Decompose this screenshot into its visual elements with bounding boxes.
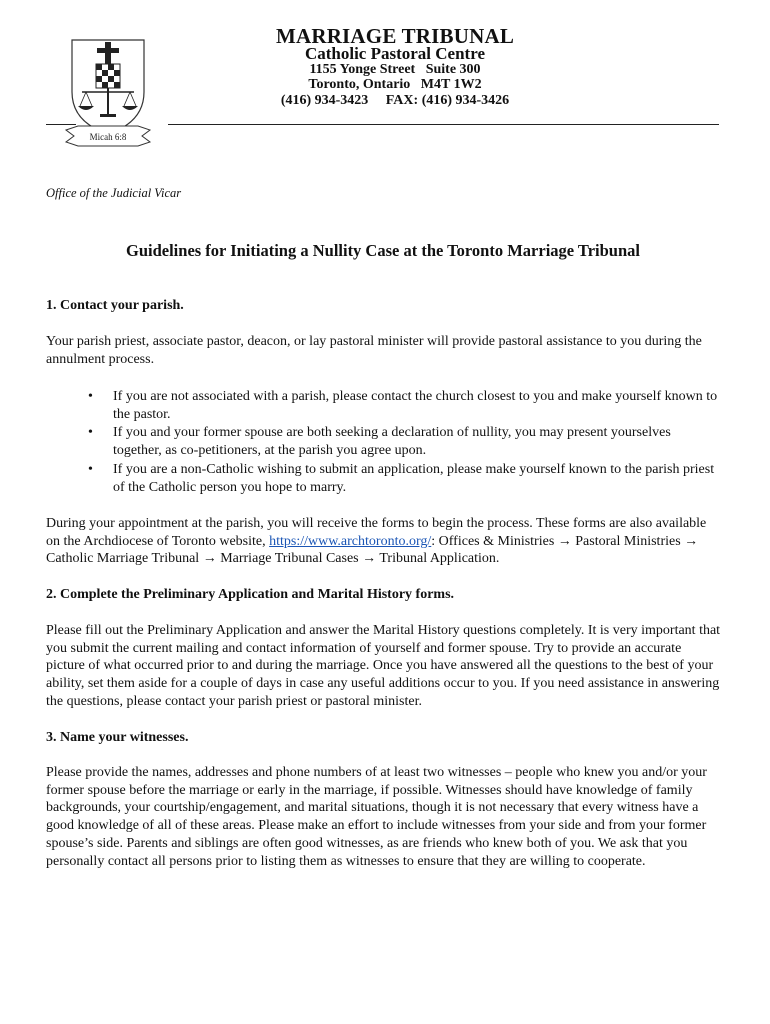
crest-motto: Micah 6:8 (89, 132, 127, 142)
section-2-heading: 2. Complete the Preliminary Application and Marital History forms. (46, 587, 455, 602)
document-title: Guidelines for Initiating a Nullity Case at the Toronto Marriage Tribunal (126, 241, 640, 260)
section-1-forms-paragraph: During your appointment at the parish, you will receive the forms to begin the process. These forms are also available on the Archdiocese of Toronto website, https://www.archtoronto.org/: Offices & Ministries → Pastoral Ministries → Catholic Marriage Tribunal → Marriage Tribunal Cases → Tribunal Application. (46, 516, 707, 567)
section-1-bullet-list (88, 388, 720, 497)
letterhead-phone-fax: (416) 934-3423 FAX: (416) 934-3426 (280, 93, 510, 108)
letterhead-divider-left (46, 124, 76, 125)
section-1-intro: Your parish priest, associate pastor, deacon, or lay pastoral minister will provide pastoral assistance to you during the annulment process. (46, 334, 702, 367)
tribunal-crest-logo (62, 30, 154, 152)
letterhead-address-line2: Toronto, Ontario M4T 1W2 (308, 77, 482, 92)
letterhead-divider-right (168, 124, 719, 125)
list-item: • If you are a non-Catholic wishing to submit an application, please make yourself known to the parish priest of the Catholic person you hope to marry. (88, 461, 715, 495)
office-label: Office of the Judicial Vicar (46, 186, 182, 200)
list-item: • If you and your former spouse are both seeking a declaration of nullity, you may present yourselves together, as co-petitioners, at the parish you agree upon. (88, 425, 671, 459)
letterhead-address-line1: 1155 Yonge Street Suite 300 (309, 62, 481, 77)
section-2-paragraph: Please fill out the Preliminary Application and answer the Marital History questions completely. It is very important that you submit the current mailing and contact information of yourself and former spouse. Try to provide an accurate picture of what occurred prior to and during the marriage. Once you have answered all the questions to the best of your ability, set them aside for a couple of days in case any useful additions occur to you. If you need assistance in answering the questions, please contact your parish priest or pastoral minister. (46, 623, 721, 709)
archtoronto-website-link[interactable]: https://www.archtoronto.org/ (269, 533, 432, 549)
letterhead-org: Catholic Pastoral Centre (304, 44, 486, 63)
section-3-paragraph: Please provide the names, addresses and phone numbers of at least two witnesses – people who knew you and/or your former spouse before the marriage or early in the marriage, if possible. Witnesses should have knowledge of family backgrounds, your courtship/engagement, and marital situations, though it is not necessary that every witness have a good knowledge of all of these areas. Please make an effort to include witnesses from your side and from your former spouse’s side. Parents and siblings are often good witnesses, as are friends who knew both of you. We ask that you personally contact all persons prior to listing them as witnesses to ensure that they are willing to cooperate. (46, 765, 707, 869)
section-1-heading: 1. Contact your parish. (46, 298, 184, 313)
list-item: • If you are not associated with a parish, please contact the church closest to you and make yourself known to the pastor. (88, 389, 718, 422)
section-3-heading: 3. Name your witnesses. (46, 730, 189, 745)
letterhead-title: MARRIAGE TRIBUNAL (275, 24, 515, 48)
